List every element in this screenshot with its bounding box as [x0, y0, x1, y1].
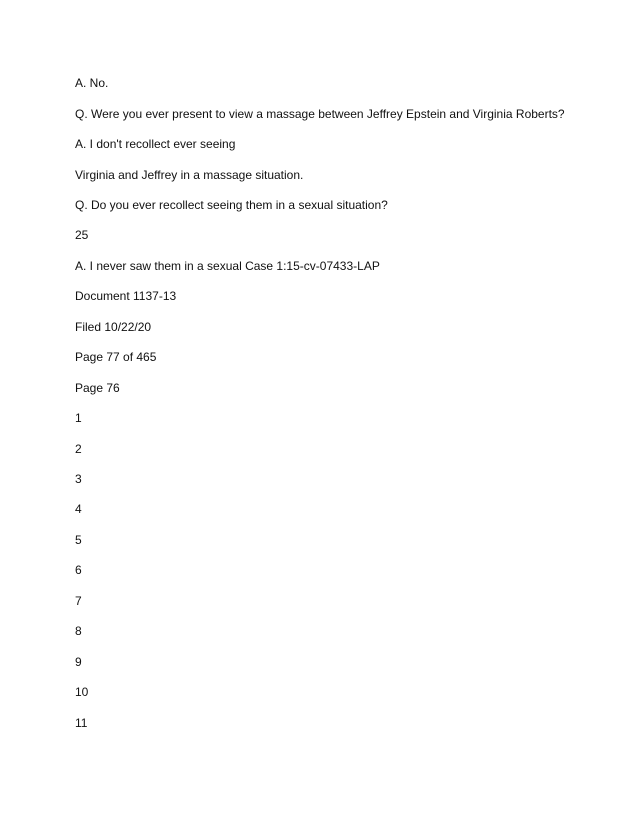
line-number: 2	[75, 442, 82, 456]
line-number: 4	[75, 502, 82, 516]
answer-no: A. No.	[75, 76, 109, 90]
page-of-total: Page 77 of 465	[75, 350, 157, 364]
line-number-25: 25	[75, 228, 89, 242]
filed-date: Filed 10/22/20	[75, 320, 152, 334]
transcript-page: Page 76	[75, 381, 120, 395]
line-number: 3	[75, 472, 82, 486]
answer-with-case-number: A. I never saw them in a sexual Case 1:15-cv-07433-LAP	[75, 259, 380, 273]
line-number: 10	[75, 685, 89, 699]
line-number: 7	[75, 594, 82, 608]
question-massage: Q. Were you ever present to view a massage between Jeffrey Epstein and Virginia Roberts?	[75, 107, 565, 121]
line-number: 8	[75, 624, 82, 638]
line-number: 5	[75, 533, 82, 547]
line-number: 1	[75, 411, 82, 425]
answer-recollect: A. I don't recollect ever seeing	[75, 137, 236, 151]
answer-continuation: Virginia and Jeffrey in a massage situation.	[75, 168, 304, 182]
line-number: 11	[75, 716, 88, 730]
line-number: 9	[75, 655, 82, 669]
question-sexual-situation: Q. Do you ever recollect seeing them in a sexual situation?	[75, 198, 388, 212]
line-number: 6	[75, 563, 82, 577]
document-number: Document 1137-13	[75, 289, 177, 303]
